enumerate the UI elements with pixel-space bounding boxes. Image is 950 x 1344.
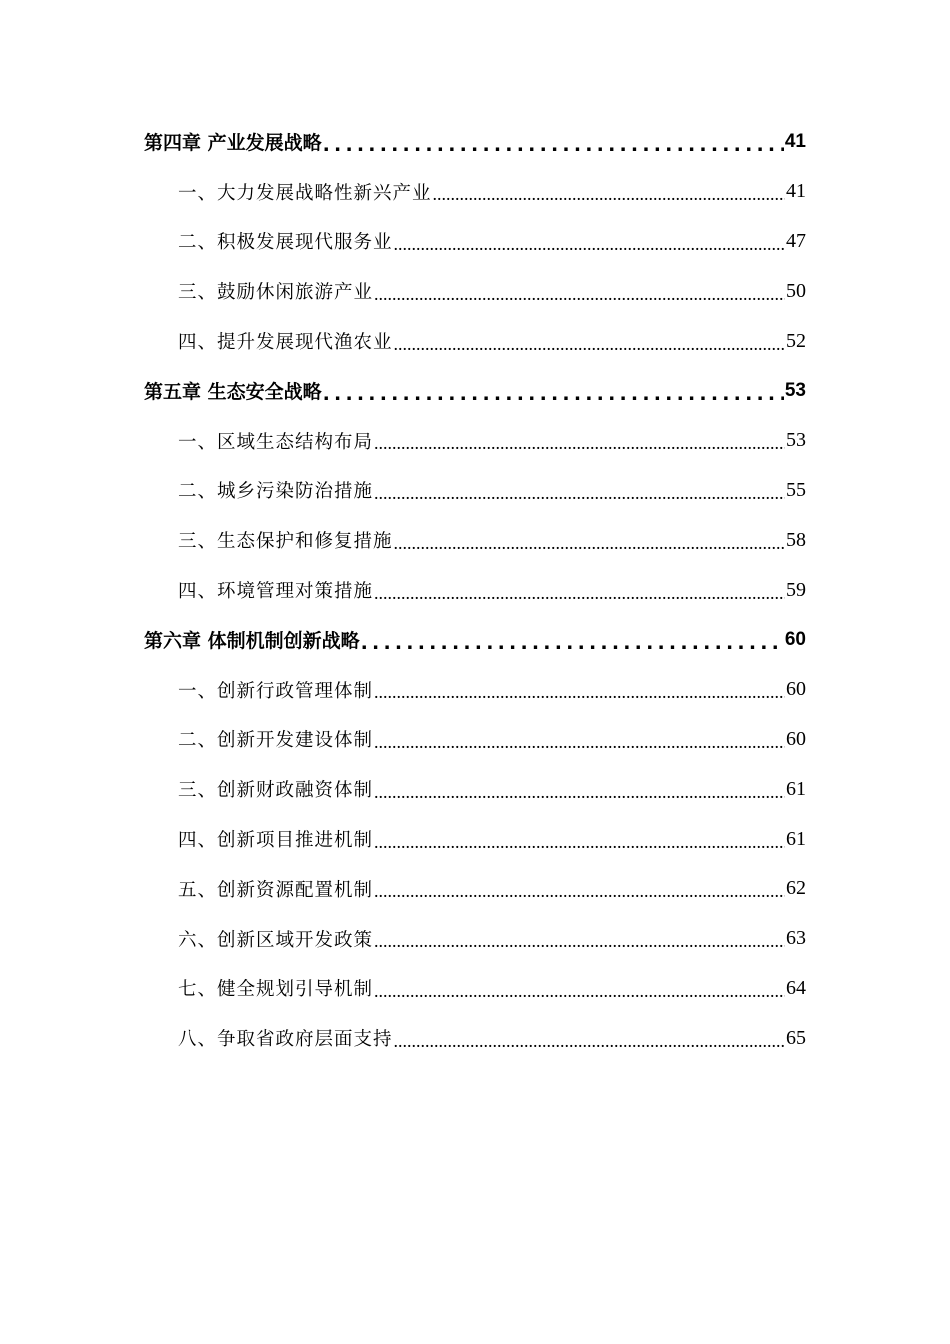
- toc-page-number: 61: [786, 777, 806, 800]
- toc-page-number: 52: [786, 329, 806, 352]
- toc-entry-label: 四、提升发展现代渔农业: [178, 332, 393, 354]
- dot-leader: [374, 682, 785, 703]
- dot-leader: [374, 981, 785, 1002]
- toc-entry-label: 八、争取省政府层面支持: [178, 1029, 393, 1051]
- toc-entry-label: 第四章 产业发展战略: [144, 132, 322, 155]
- toc-section-5-4[interactable]: [144, 565, 806, 615]
- toc-section-6-7[interactable]: [144, 964, 806, 1014]
- toc-section-6-2[interactable]: [144, 715, 806, 765]
- toc-section-6-4[interactable]: [144, 814, 806, 864]
- toc-page-number: 50: [786, 279, 806, 302]
- toc-section-5-3[interactable]: [144, 515, 806, 565]
- toc-page-number: 60: [786, 727, 806, 750]
- toc-page-number: 53: [786, 429, 806, 452]
- toc-section-6-6[interactable]: [144, 914, 806, 964]
- toc-entry-label: 四、环境管理对策措施: [178, 581, 374, 603]
- toc-page-number: 60: [786, 678, 806, 701]
- toc-entry-label: 五、创新资源配置机制: [178, 879, 374, 901]
- toc-page-number: 65: [786, 1026, 806, 1049]
- toc-section-6-3[interactable]: [144, 764, 806, 814]
- toc-page-number: 61: [786, 827, 806, 850]
- dot-leader: [394, 533, 785, 554]
- toc-section-4-2[interactable]: [144, 217, 806, 267]
- toc-chapter-4[interactable]: [144, 117, 806, 167]
- toc-page-number: 41: [784, 130, 806, 152]
- toc-entry-label: 二、创新开发建设体制: [178, 730, 374, 752]
- toc-page-number: 60: [784, 628, 806, 650]
- toc-section-4-1[interactable]: [144, 167, 806, 217]
- toc-entry-label: 六、创新区域开发政策: [178, 929, 374, 951]
- toc-entry-label: 三、生态保护和修复措施: [178, 531, 393, 553]
- toc-page-number: 47: [786, 229, 806, 252]
- dot-leader: [323, 134, 784, 156]
- toc-page-number: 62: [786, 877, 806, 900]
- toc-page-number: 59: [786, 578, 806, 601]
- toc-entry-label: 一、大力发展战略性新兴产业: [178, 182, 432, 204]
- toc-section-6-1[interactable]: [144, 665, 806, 715]
- toc-entry-label: 三、鼓励休闲旅游产业: [178, 282, 374, 304]
- toc-section-4-4[interactable]: [144, 316, 806, 366]
- toc-chapter-6[interactable]: [144, 615, 806, 665]
- dot-leader: [374, 433, 785, 454]
- dot-leader: [374, 931, 785, 952]
- dot-leader: [374, 782, 785, 803]
- toc-entry-label: 二、城乡污染防治措施: [178, 481, 374, 503]
- toc-entry-label: 七、健全规划引导机制: [178, 979, 374, 1001]
- dot-leader: [374, 483, 785, 504]
- toc-section-6-5[interactable]: [144, 864, 806, 914]
- dot-leader: [394, 1031, 785, 1052]
- dot-leader: [374, 881, 785, 902]
- toc-page-number: 53: [784, 379, 806, 401]
- toc-page-number: 55: [786, 478, 806, 501]
- toc-entry-label: 一、区域生态结构布局: [178, 431, 374, 453]
- toc-section-5-2[interactable]: [144, 466, 806, 516]
- toc-entry-label: 第六章 体制机制创新战略: [144, 630, 360, 653]
- toc-section-6-8[interactable]: [144, 1013, 806, 1063]
- dot-leader: [374, 732, 785, 753]
- toc-chapter-5[interactable]: [144, 366, 806, 416]
- dot-leader: [433, 184, 785, 205]
- toc-entry-label: 三、创新财政融资体制: [178, 780, 374, 802]
- dot-leader: [361, 632, 784, 654]
- toc-page-number: 41: [786, 180, 806, 203]
- toc-section-4-3[interactable]: [144, 266, 806, 316]
- dot-leader: [374, 284, 785, 305]
- dot-leader: [374, 832, 785, 853]
- toc-entry-label: 二、积极发展现代服务业: [178, 232, 393, 254]
- toc-entry-label: 四、创新项目推进机制: [178, 830, 374, 852]
- dot-leader: [394, 234, 785, 255]
- toc-page-number: 63: [786, 927, 806, 950]
- dot-leader: [374, 583, 785, 604]
- toc-section-5-1[interactable]: [144, 416, 806, 466]
- table-of-contents: [144, 117, 806, 1063]
- toc-entry-label: 第五章 生态安全战略: [144, 381, 322, 404]
- dot-leader: [394, 334, 785, 355]
- toc-page-number: 64: [786, 976, 806, 999]
- dot-leader: [323, 383, 784, 405]
- toc-entry-label: 一、创新行政管理体制: [178, 680, 374, 702]
- toc-page-number: 58: [786, 528, 806, 551]
